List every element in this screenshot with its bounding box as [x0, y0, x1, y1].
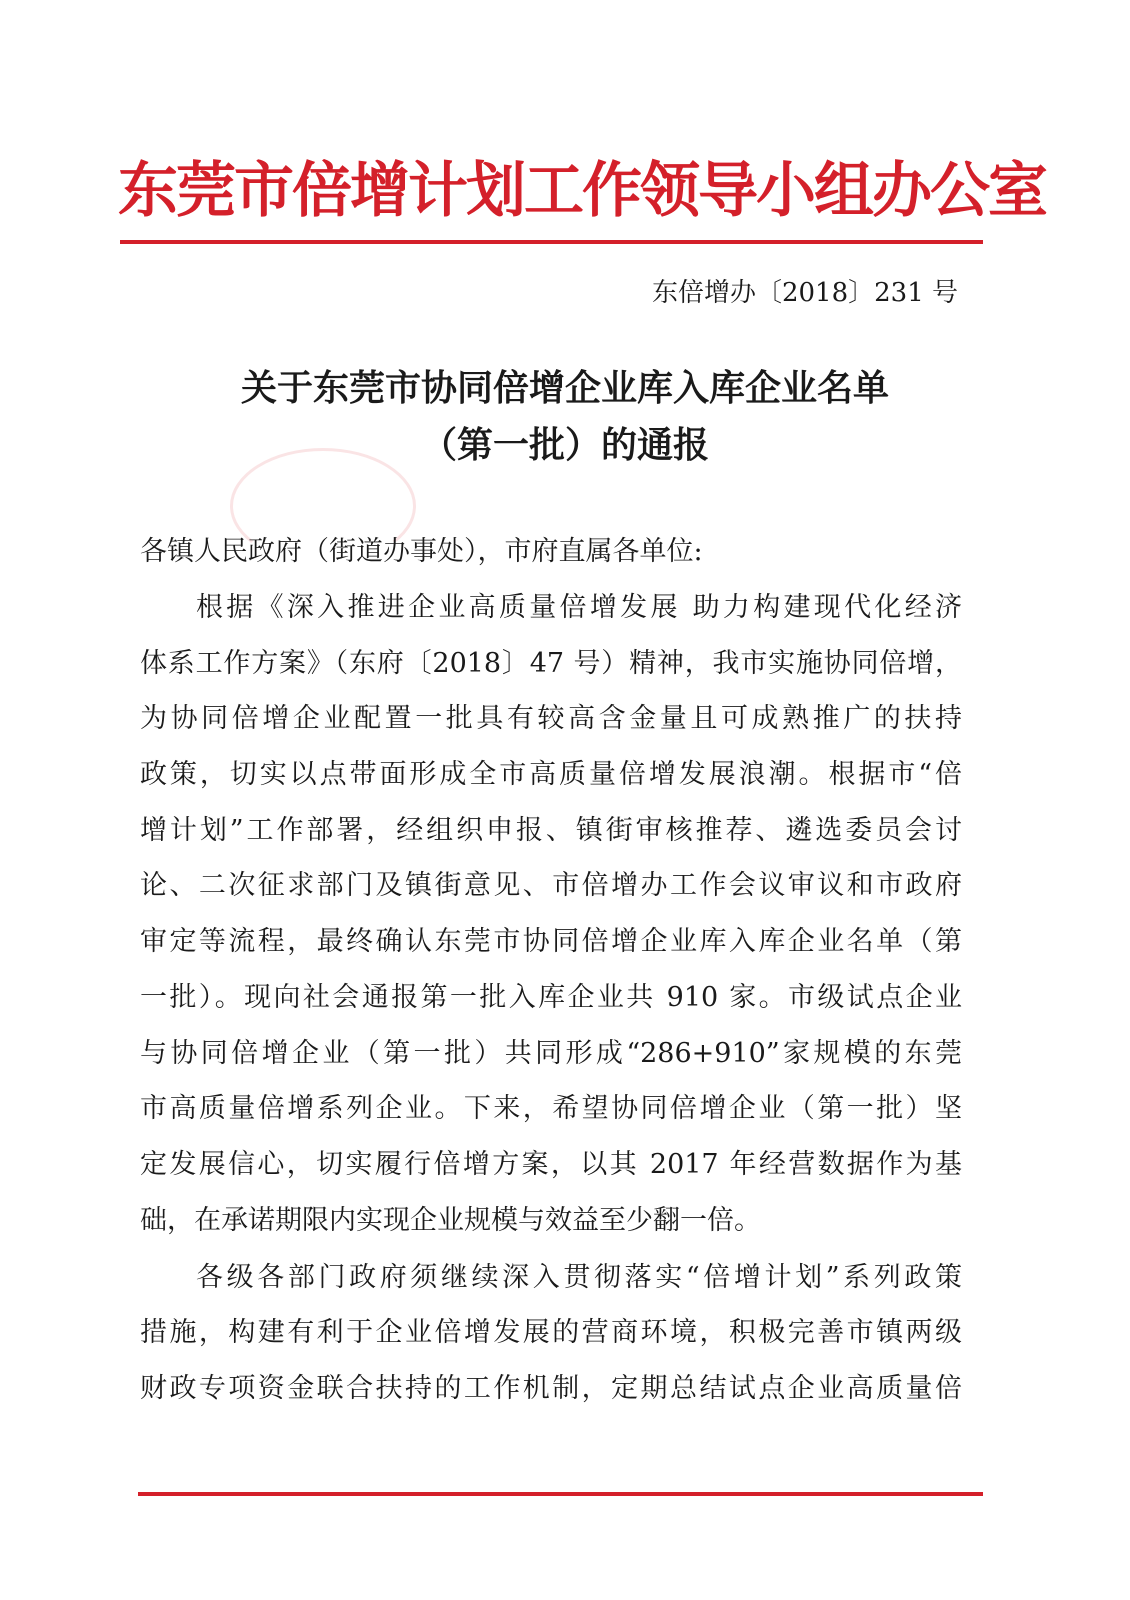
- paragraph-1-line: 础，在承诺期限内实现企业规模与效益至少翻一倍。: [140, 1205, 761, 1236]
- paragraph-1-line: 为协同倍增企业配置一批具有较高含金量且可成熟推广的扶持: [140, 703, 962, 734]
- salutation: 各镇人民政府（街道办事处），市府直属各单位:: [140, 536, 703, 567]
- paragraph-2-line: 措施，构建有利于企业倍增发展的营商环境，积极完善市镇两级: [140, 1317, 962, 1348]
- paragraph-1-line: 市高质量倍增系列企业。下来，希望协同倍增企业（第一批）坚: [140, 1093, 962, 1124]
- header-divider: [120, 240, 983, 244]
- paragraph-1-line: 增计划”工作部署，经组织申报、镇街审核推荐、遴选委员会讨: [140, 815, 962, 846]
- paragraph-1-line: 审定等流程，最终确认东莞市协同倍增企业库入库企业名单（第: [140, 926, 962, 957]
- document-title-line-1: 关于东莞市协同倍增企业库入库企业名单: [240, 368, 889, 409]
- org-header: 东莞市倍增计划工作领导小组办公室: [118, 156, 1046, 226]
- paragraph-2-line: 各级各部门政府须继续深入贯彻落实“倍增计划”系列政策: [196, 1262, 962, 1293]
- paragraph-1-line: 体系工作方案》（东府〔2018〕47 号）精神，我市实施协同倍增，: [140, 648, 962, 679]
- document-title-line-2: （第一批）的通报: [420, 425, 709, 466]
- paragraph-1-line: 根据《深入推进企业高质量倍增发展 助力构建现代化经济: [196, 592, 962, 623]
- paragraph-1-line: 与协同倍增企业（第一批）共同形成“286+910”家规模的东莞: [140, 1038, 962, 1069]
- paragraph-1-line: 政策，切实以点带面形成全市高质量倍增发展浪潮。根据市“倍: [140, 759, 962, 790]
- paragraph-1-line: 定发展信心，切实履行倍增方案，以其 2017 年经营数据作为基: [140, 1149, 962, 1180]
- paragraph-1-line: 论、二次征求部门及镇街意见、市倍增办工作会议审议和市政府: [140, 870, 962, 901]
- footer-divider: [138, 1492, 983, 1496]
- paragraph-2-line: 财政专项资金联合扶持的工作机制，定期总结试点企业高质量倍: [140, 1373, 962, 1404]
- paragraph-1-line: 一批）。现向社会通报第一批入库企业共 910 家。市级试点企业: [140, 982, 962, 1013]
- document-number: 东倍增办〔2018〕231 号: [651, 278, 958, 308]
